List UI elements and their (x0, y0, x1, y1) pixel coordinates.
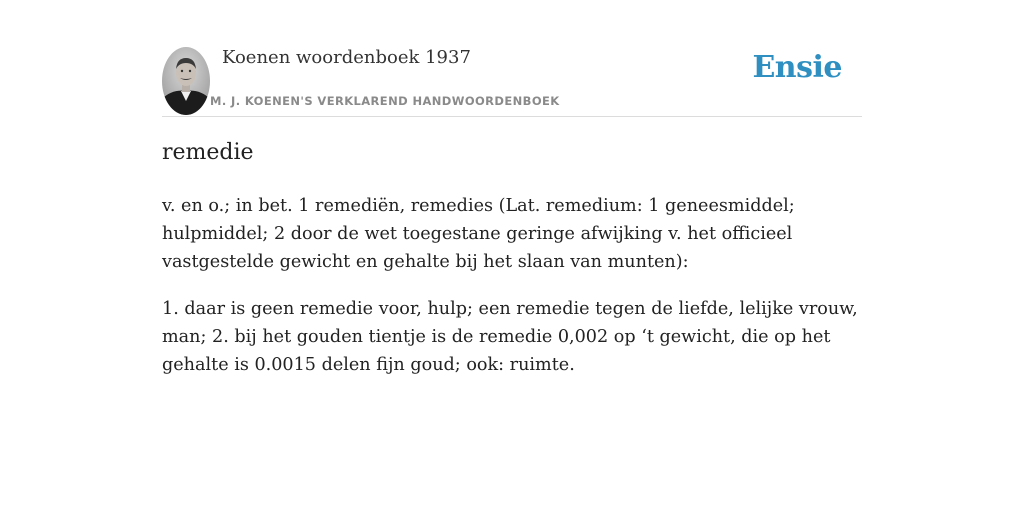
ensie-logo-link[interactable]: Ensie (752, 50, 842, 85)
author-portrait-image (162, 47, 210, 115)
dictionary-title: Koenen woordenboek 1937 (222, 47, 471, 68)
entry-headword: remedie (162, 140, 254, 165)
dictionary-subtitle: M. J. KOENEN'S VERKLAREND HANDWOORDENBOEK (210, 94, 560, 108)
entry-definition: v. en o.; in bet. 1 remediën, remedies (Lat. remedium: 1 geneesmiddel; hulpmiddel; 2 door de wet toegestane geringe afwijking v. het officieel vastgestelde gewicht en gehalte bij het slaan van munten): (162, 196, 795, 272)
author-portrait (162, 47, 210, 115)
dictionary-header (162, 46, 862, 117)
entry-examples: 1. daar is geen remedie voor, hulp; een remedie tegen de liefde, lelijke vrouw, man; 2. bij het gouden tientje is de remedie 0,002 op ‘t gewicht, die op het gehalte is 0.0015 delen fijn goud; ook: ruimte. (162, 299, 858, 375)
